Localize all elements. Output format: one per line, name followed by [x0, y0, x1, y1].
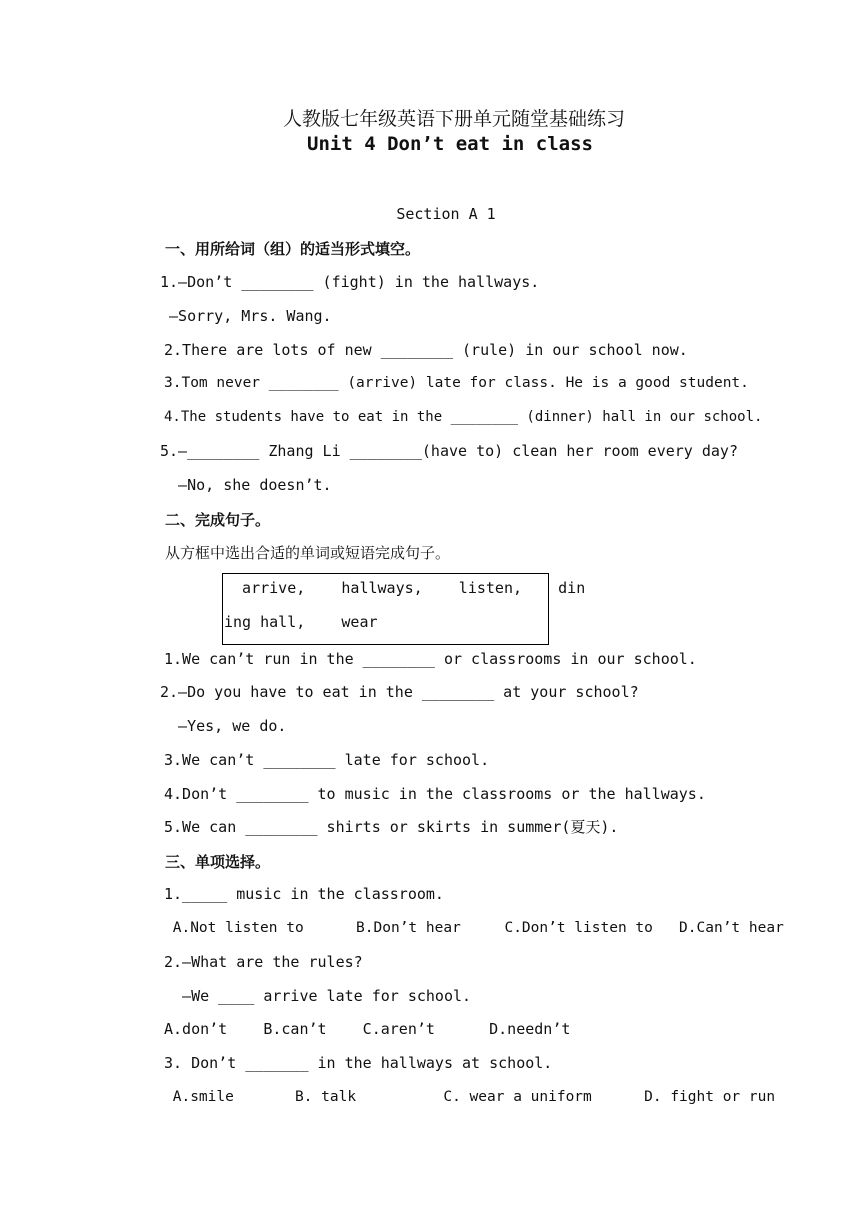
- section-label: Section A 1: [396, 205, 496, 223]
- part3-line: 3. Don’t _______ in the hallways at school.: [164, 1054, 553, 1072]
- part1-line: —Sorry, Mrs. Wang.: [160, 307, 332, 325]
- part2-line: 2.—Do you have to eat in the ________ at your school?: [160, 683, 639, 701]
- word-box-line: ing hall, wear: [224, 613, 378, 631]
- part3-heading: 三、单项选择。: [165, 853, 271, 871]
- document-title-english: Unit 4 Don’t eat in class: [307, 133, 593, 155]
- part1-heading: 一、用所给词（组）的适当形式填空。: [165, 240, 421, 258]
- word-box-line: arrive, hallways, listen, din: [224, 579, 586, 597]
- part3-line: 2.—What are the rules?: [164, 953, 363, 971]
- part2-line: 4.Don’t ________ to music in the classrooms or the hallways.: [164, 785, 706, 803]
- part2-line: 3.We can’t ________ late for school.: [164, 751, 490, 769]
- part2-instruction: 从方框中选出合适的单词或短语完成句子。: [165, 544, 451, 562]
- document-title-chinese: 人教版七年级英语下册单元随堂基础练习: [282, 108, 625, 130]
- part3-options: A.don’t B.can’t C.aren’t D.needn’t: [164, 1020, 571, 1038]
- part1-line: 3.Tom never ________ (arrive) late for class. He is a good student.: [164, 375, 749, 391]
- part3-line: —We ____ arrive late for school.: [164, 987, 472, 1005]
- word-box: [222, 573, 586, 645]
- part2-line: 1.We can’t run in the ________ or classrooms in our school.: [164, 650, 697, 668]
- part2-heading: 二、完成句子。: [165, 511, 271, 529]
- part3-options: A.smile B. talk C. wear a uniform D. fight or run: [164, 1089, 776, 1105]
- part3-options: A.Not listen to B.Don’t hear C.Don’t listen to D.Can’t hear: [164, 920, 784, 936]
- part1-line: —No, she doesn’t.: [160, 476, 332, 494]
- part3-line: 1._____ music in the classroom.: [164, 885, 444, 903]
- part2-line: 5.We can ________ shirts or skirts in summer(夏天).: [164, 818, 619, 836]
- part1-line: 5.—________ Zhang Li ________(have to) clean her room every day?: [160, 442, 738, 460]
- part1-line: 2.There are lots of new ________ (rule) in our school now.: [164, 341, 688, 359]
- part1-line: 1.—Don’t ________ (fight) in the hallways.: [160, 273, 540, 291]
- part2-line: —Yes, we do.: [160, 717, 287, 735]
- part1-line: 4.The students have to eat in the ________ (dinner) hall in our school.: [164, 409, 763, 425]
